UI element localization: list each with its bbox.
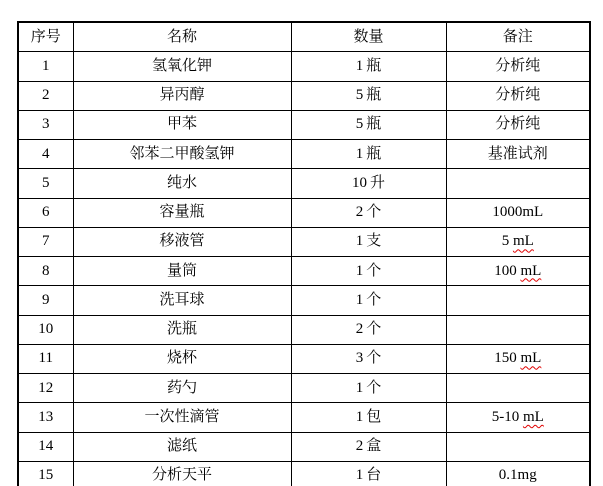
- cell-note: [446, 257, 590, 286]
- quantity-unit: 盒: [366, 438, 382, 455]
- cell-quantity: [291, 52, 446, 81]
- quantity-unit: 个: [366, 379, 382, 396]
- quantity-number: 1: [355, 145, 364, 162]
- quantity-unit: 瓶: [366, 87, 382, 104]
- cell-name: 氢氧化钾: [73, 52, 291, 81]
- quantity-unit: 支: [366, 233, 382, 250]
- cell-name: 邻苯二甲酸氢钾: [73, 140, 291, 169]
- cell-quantity: [291, 403, 446, 432]
- table-row: [18, 140, 590, 169]
- note-misspelled-text: mL: [520, 262, 542, 279]
- cell-serial: 10: [18, 315, 73, 344]
- quantity-number: 1: [355, 262, 364, 279]
- header-serial: 序号: [18, 22, 73, 52]
- cell-name: 量筒: [73, 257, 291, 286]
- cell-name: 移液管: [73, 227, 291, 256]
- cell-quantity: [291, 374, 446, 403]
- table-row: [18, 374, 590, 403]
- note-text: 100: [494, 262, 521, 279]
- quantity-number: 1: [355, 379, 364, 396]
- cell-serial: 13: [18, 403, 73, 432]
- note-text: 基准试剂: [487, 145, 548, 162]
- header-note: 备注: [446, 22, 590, 52]
- note-text: 分析纯: [495, 87, 541, 104]
- cell-quantity: [291, 315, 446, 344]
- cell-serial: 4: [18, 140, 73, 169]
- cell-name: 滤纸: [73, 432, 291, 461]
- table-row: [18, 257, 590, 286]
- note-text: 150: [494, 350, 521, 367]
- cell-note: [446, 432, 590, 461]
- cell-quantity: [291, 198, 446, 227]
- note-text: 5-10: [491, 408, 523, 425]
- cell-note: [446, 169, 590, 198]
- table-row: [18, 286, 590, 315]
- cell-name: 洗瓶: [73, 315, 291, 344]
- quantity-unit: 个: [366, 350, 382, 367]
- table-row: [18, 403, 590, 432]
- cell-name: 异丙醇: [73, 81, 291, 110]
- cell-quantity: [291, 257, 446, 286]
- cell-note: [446, 140, 590, 169]
- cell-serial: 9: [18, 286, 73, 315]
- cell-note: [446, 52, 590, 81]
- quantity-unit: 瓶: [366, 145, 382, 162]
- note-misspelled-text: mL: [520, 350, 542, 367]
- cell-serial: 2: [18, 81, 73, 110]
- cell-quantity: [291, 461, 446, 486]
- cell-note: [446, 403, 590, 432]
- supplies-table: [17, 21, 591, 486]
- cell-quantity: [291, 140, 446, 169]
- table-row: [18, 110, 590, 139]
- cell-quantity: [291, 110, 446, 139]
- table-row: [18, 315, 590, 344]
- cell-note: [446, 286, 590, 315]
- quantity-unit: 个: [366, 321, 382, 338]
- cell-note: [446, 198, 590, 227]
- table-row: [18, 198, 590, 227]
- quantity-unit: 包: [366, 408, 382, 425]
- table-row: [18, 169, 590, 198]
- cell-name: 纯水: [73, 169, 291, 198]
- cell-serial: 8: [18, 257, 73, 286]
- table-row: [18, 81, 590, 110]
- cell-serial: 7: [18, 227, 73, 256]
- quantity-number: 1: [355, 408, 364, 425]
- cell-name: 洗耳球: [73, 286, 291, 315]
- table-row: [18, 432, 590, 461]
- quantity-number: 3: [355, 350, 364, 367]
- cell-name: 一次性滴管: [73, 403, 291, 432]
- cell-serial: 6: [18, 198, 73, 227]
- header-name: 名称: [73, 22, 291, 52]
- cell-name: 容量瓶: [73, 198, 291, 227]
- cell-note: [446, 227, 590, 256]
- cell-serial: 14: [18, 432, 73, 461]
- cell-name: 分析天平: [73, 461, 291, 486]
- table-row: [18, 227, 590, 256]
- cell-serial: 3: [18, 110, 73, 139]
- cell-serial: 1: [18, 52, 73, 81]
- quantity-number: 2: [355, 204, 364, 221]
- cell-name: 药勺: [73, 374, 291, 403]
- quantity-unit: 升: [369, 174, 385, 191]
- note-text: 0.1mg: [498, 467, 537, 484]
- cell-quantity: [291, 227, 446, 256]
- cell-quantity: [291, 432, 446, 461]
- note-misspelled-text: mL: [512, 233, 534, 250]
- quantity-number: 2: [355, 321, 364, 338]
- cell-name: 甲苯: [73, 110, 291, 139]
- quantity-unit: 个: [366, 204, 382, 221]
- note-text: 1000mL: [492, 204, 544, 221]
- cell-serial: 12: [18, 374, 73, 403]
- table-row: [18, 52, 590, 81]
- quantity-unit: 个: [366, 291, 382, 308]
- cell-note: [446, 374, 590, 403]
- quantity-number: 5: [355, 116, 364, 133]
- header-row: [18, 22, 590, 52]
- cell-serial: 5: [18, 169, 73, 198]
- quantity-number: 10: [351, 174, 367, 191]
- quantity-number: 2: [355, 438, 364, 455]
- quantity-number: 1: [355, 467, 364, 484]
- quantity-number: 1: [355, 57, 364, 74]
- quantity-unit: 瓶: [366, 57, 382, 74]
- cell-serial: 11: [18, 344, 73, 373]
- quantity-unit: 瓶: [366, 116, 382, 133]
- cell-name: 烧杯: [73, 344, 291, 373]
- table-row: [18, 461, 590, 486]
- cell-serial: 15: [18, 461, 73, 486]
- cell-quantity: [291, 286, 446, 315]
- note-text: 5: [501, 233, 513, 250]
- quantity-number: 1: [355, 233, 364, 250]
- quantity-number: 5: [355, 87, 364, 104]
- quantity-number: 1: [355, 291, 364, 308]
- table-row: [18, 344, 590, 373]
- cell-quantity: [291, 344, 446, 373]
- note-text: 分析纯: [495, 57, 541, 74]
- note-text: 分析纯: [495, 116, 541, 133]
- cell-quantity: [291, 81, 446, 110]
- quantity-unit: 个: [366, 262, 382, 279]
- cell-quantity: [291, 169, 446, 198]
- cell-note: [446, 110, 590, 139]
- quantity-unit: 台: [366, 467, 382, 484]
- cell-note: [446, 81, 590, 110]
- table-body: [18, 52, 590, 486]
- cell-note: [446, 461, 590, 486]
- header-quantity: 数量: [291, 22, 446, 52]
- note-misspelled-text: mL: [522, 408, 544, 425]
- cell-note: [446, 315, 590, 344]
- cell-note: [446, 344, 590, 373]
